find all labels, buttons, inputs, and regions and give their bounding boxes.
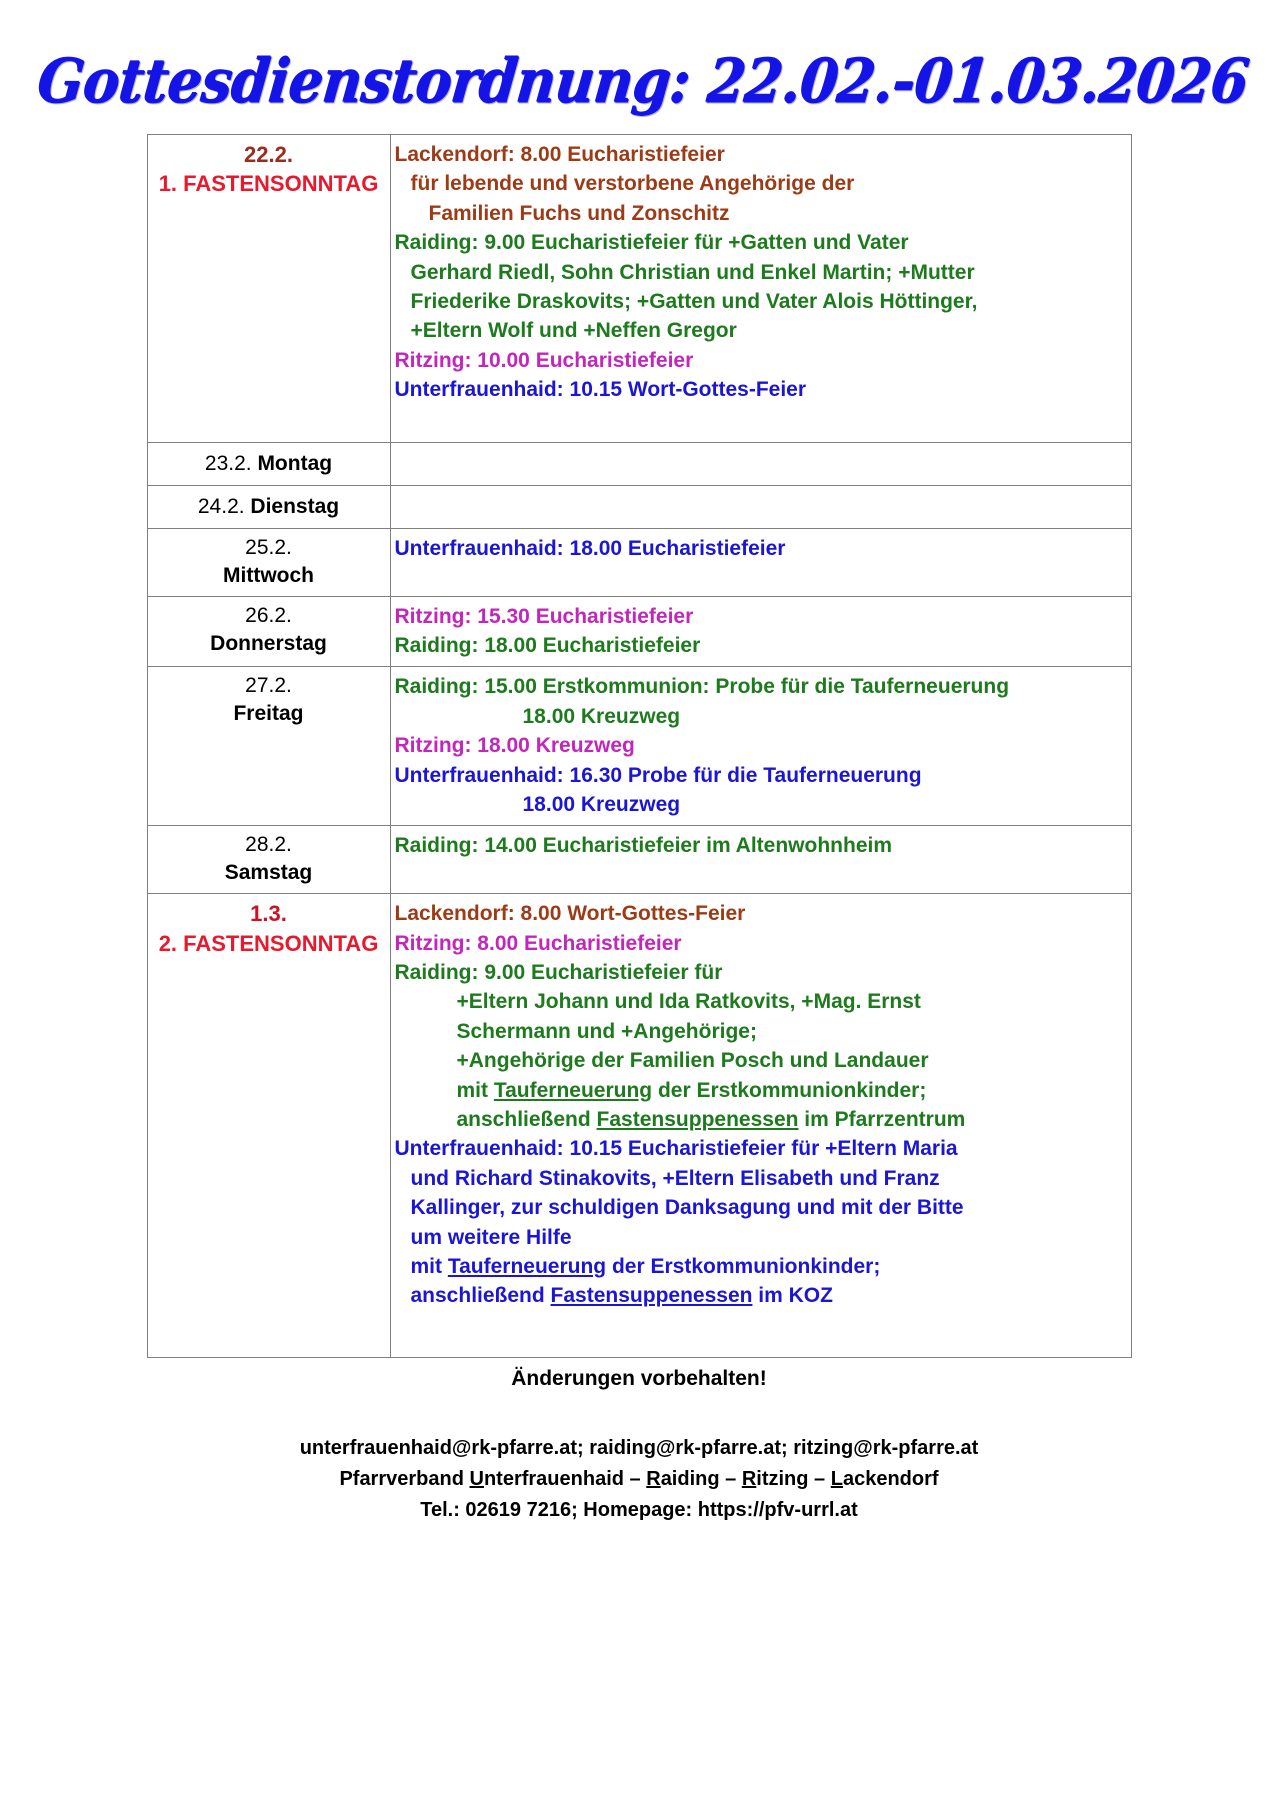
weekday-name: Dienstag (250, 494, 340, 518)
service-entry-line: Unterfrauenhaid: 18.00 Eucharistiefeier (394, 536, 786, 560)
service-entry-line: Gerhard Riedl, Sohn Christian und Enkel Martin; +Mutter (410, 260, 975, 284)
service-entry-line: Unterfrauenhaid: 10.15 Eucharistiefeier für +Eltern Maria (394, 1137, 958, 1161)
schedule-date-cell (147, 443, 390, 486)
table-row (147, 894, 1131, 1358)
weekday-name: Donnerstag (210, 631, 327, 655)
parish-initial: R (741, 1468, 757, 1491)
date-number: 28.2. (245, 833, 292, 857)
sunday-date: 1.3. (250, 901, 287, 927)
service-schedule-table (147, 134, 1132, 1358)
emphasised-term: Fastensuppenessen (596, 1108, 799, 1131)
service-entry-line: Familien Fuchs und Zonschitz (428, 201, 730, 225)
schedule-date-cell (147, 485, 390, 528)
service-entry-line: für lebende und verstorbene Angehörige der (410, 172, 855, 196)
service-entry-line: anschließend Fastensuppenessen im Pfarrzentrum (456, 1108, 966, 1131)
service-entry-line: Unterfrauenhaid: 16.30 Probe für die Tauferneuerung (394, 763, 922, 787)
schedule-entries-cell (390, 667, 1131, 826)
schedule-date-cell (147, 596, 390, 667)
date-number: 23.2. (204, 452, 258, 475)
schedule-date-cell (147, 667, 390, 826)
table-row (147, 596, 1131, 667)
footer-contact-block (0, 1433, 1278, 1526)
footer-parish-line: Pfarrverband Unterfrauenhaid – Raiding – Ritzing – Lackendorf (339, 1468, 939, 1491)
footer-emails: unterfrauenhaid@rk-pfarre.at; raiding@rk-pfarre.at; ritzing@rk-pfarre.at (299, 1437, 979, 1460)
changes-reserved-note: Änderungen vorbehalten! (511, 1367, 767, 1391)
sunday-label: 2. FASTENSONNTAG (158, 930, 379, 956)
weekday-name: Samstag (224, 861, 313, 885)
schedule-body (147, 135, 1131, 1358)
date-number: 24.2. (197, 494, 251, 518)
schedule-date-cell (147, 135, 390, 443)
weekday-name: Freitag (233, 702, 304, 726)
service-entry-line: Raiding: 15.00 Erstkommunion: Probe für die Tauferneuerung (394, 675, 1010, 699)
schedule-entries-cell (390, 135, 1131, 443)
weekday-name: Montag (257, 452, 333, 475)
date-number: 25.2. (245, 535, 292, 559)
table-row (147, 528, 1131, 596)
service-entry-line: mit Tauferneuerung der Erstkommunionkinder; (410, 1254, 881, 1278)
footer-contact: Tel.: 02619 7216; Homepage: https://pfv-urrl.at (420, 1499, 858, 1522)
parish-initial: U (469, 1468, 484, 1491)
sunday-date: 22.2. (244, 142, 293, 167)
sunday-label: 1. FASTENSONNTAG (158, 171, 379, 197)
service-entry-line: 18.00 Kreuzweg (522, 793, 681, 817)
service-entry-line: Ritzing: 10.00 Eucharistiefeier (394, 348, 694, 372)
emphasised-term: Tauferneuerung (493, 1078, 653, 1102)
title-container (0, 0, 1278, 126)
service-entry-line: Raiding: 18.00 Eucharistiefeier (394, 634, 701, 658)
schedule-date-cell (147, 528, 390, 596)
service-entry-line: anschließend Fastensuppenessen im KOZ (410, 1284, 833, 1308)
page-title: Gottesdienstordnung: 22.02.-01.03.2026 (33, 44, 1252, 116)
service-entry-line: Lackendorf: 8.00 Wort-Gottes-Feier (394, 902, 746, 926)
service-entry-line: Ritzing: 18.00 Kreuzweg (394, 734, 635, 758)
service-entry-line: Raiding: 9.00 Eucharistiefeier für +Gatten und Vater (394, 231, 909, 255)
service-entry-line: Lackendorf: 8.00 Eucharistiefeier (394, 143, 725, 166)
service-entry-line: und Richard Stinakovits, +Eltern Elisabeth und Franz (410, 1166, 940, 1190)
service-entry-line: Raiding: 9.00 Eucharistiefeier für (394, 961, 723, 985)
table-row (147, 443, 1131, 486)
table-row (147, 667, 1131, 826)
service-entry-line: mit Tauferneuerung der Erstkommunionkinder; (456, 1078, 927, 1102)
service-entry-line: Ritzing: 8.00 Eucharistiefeier (394, 931, 682, 955)
service-entry-line: um weitere Hilfe (410, 1225, 572, 1249)
schedule-date-cell (147, 826, 390, 894)
service-entry-line: 18.00 Kreuzweg (522, 704, 681, 728)
schedule-entries-cell (390, 826, 1131, 894)
parish-initial: R (646, 1468, 661, 1491)
schedule-entries-cell (390, 596, 1131, 667)
schedule-entries-cell (390, 894, 1131, 1358)
service-entry-line: Friederike Draskovits; +Gatten und Vater Alois Höttinger, (410, 289, 978, 313)
service-entry-line: Ritzing: 15.30 Eucharistiefeier (394, 604, 694, 628)
date-number: 27.2. (245, 674, 292, 698)
service-entry-line: +Eltern Johann und Ida Ratkovits, +Mag. Ernst (456, 990, 921, 1014)
emphasised-term: Fastensuppenessen (550, 1284, 753, 1308)
weekday-name: Mittwoch (223, 563, 314, 587)
schedule-entries-cell (390, 485, 1131, 528)
service-entry-line: +Angehörige der Familien Posch und Landauer (456, 1049, 929, 1073)
schedule-date-cell (147, 894, 390, 1358)
schedule-entries-cell (390, 443, 1131, 486)
table-row (147, 485, 1131, 528)
service-entry-line: Raiding: 14.00 Eucharistiefeier im Altenwohnheim (394, 834, 893, 858)
date-number: 26.2. (245, 603, 292, 627)
service-entry-line: +Eltern Wolf und +Neffen Gregor (410, 319, 737, 343)
service-entry-line: Schermann und +Angehörige; (456, 1019, 757, 1043)
table-row (147, 135, 1131, 443)
table-row (147, 826, 1131, 894)
schedule-entries-cell (390, 528, 1131, 596)
service-entry-line: Kallinger, zur schuldigen Danksagung und mit der Bitte (410, 1196, 964, 1220)
service-entry-line: Unterfrauenhaid: 10.15 Wort-Gottes-Feier (394, 378, 807, 402)
parish-initial: L (830, 1468, 843, 1491)
emphasised-term: Tauferneuerung (447, 1254, 607, 1278)
